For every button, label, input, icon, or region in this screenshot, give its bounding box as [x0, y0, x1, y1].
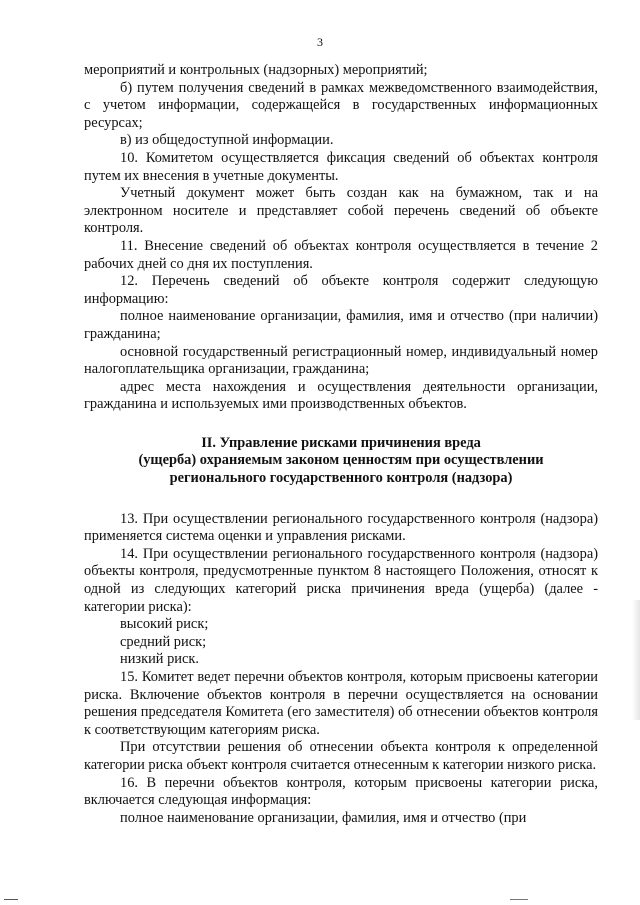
paragraph: средний риск; [120, 633, 207, 650]
paragraph: 10. Комитетом осуществляется фиксация сведений об объектах контроля путем их внесения в учетные документы. [84, 149, 598, 184]
paragraph: полное наименование организации, фамилия, имя и отчество (при [120, 809, 527, 826]
paragraph: 16. В перечни объектов контроля, которым присвоены категории риска, включается следующая информация: [84, 774, 598, 809]
section-heading-line-3: регионального государственного контроля (надзора) [169, 470, 513, 487]
page-number: 3 [317, 35, 323, 49]
paragraph: 12. Перечень сведений об объекте контроля содержит следующую информацию: [84, 273, 598, 307]
paragraph: полное наименование организации, фамилия, имя и отчество (при наличии) гражданина; [84, 308, 598, 342]
paragraph: адрес места нахождения и осуществления деятельности организации, гражданина и используемых ими производственных объектов. [84, 378, 598, 413]
paragraph: мероприятий и контрольных (надзорных) мероприятий; [84, 62, 428, 78]
paragraph: 15. Комитет ведет перечни объектов контроля, которым присвоены категории риска. Включение объектов контроля в перечни осуществляется на основании решения председателя Комитета (его заместителя) об отнесении объектов контроля к соответствующим категориям риска. [84, 669, 598, 738]
document-body [84, 62, 598, 827]
paragraphs-after [84, 511, 598, 828]
paragraph: При отсутствии решения об отнесении объекта контроля к определенной категории риска объект контроля считается отнесенным к категории низкого риска. [84, 739, 598, 773]
paragraph: низкий риск. [120, 651, 199, 668]
paragraph: высокий риск; [120, 616, 209, 633]
paragraphs-before [84, 62, 598, 414]
section-heading-line-1: II. Управление рисками причинения вреда [201, 434, 481, 451]
paragraph: в) из общедоступной информации. [120, 132, 334, 149]
section-heading [84, 435, 598, 488]
scan-mark-right [510, 899, 528, 900]
section-heading-line-2: (ущерба) охраняемым законом ценностям при осуществлении [138, 452, 544, 469]
paragraph: 13. При осуществлении регионального государственного контроля (надзора) применяется система оценки и управления рисками. [84, 510, 598, 545]
scan-edge-shadow [632, 600, 640, 720]
scan-bottom-marks [0, 899, 640, 903]
paragraph: 11. Внесение сведений об объектах контроля осуществляется в течение 2 рабочих дней со дня их поступления. [84, 237, 598, 272]
paragraph: б) путем получения сведений в рамках межведомственного взаимодействия, с учетом информации, содержащейся в государственных информационных ресурсах; [84, 79, 598, 131]
paragraph: Учетный документ может быть создан как на бумажном, так и на электронном носителе и представляет собой перечень сведений об объекте контроля. [84, 185, 598, 237]
paragraph: 14. При осуществлении регионального государственного контроля (надзора) объекты контроля, предусмотренные пунктом 8 настоящего Положения, относят к одной из следующих категорий риска причинения вреда (ущерба) (далее - категории риска): [84, 545, 598, 615]
paragraph: основной государственный регистрационный номер, индивидуальный номер налогоплательщика организации, гражданина; [84, 343, 598, 378]
scan-mark-left [4, 899, 18, 900]
